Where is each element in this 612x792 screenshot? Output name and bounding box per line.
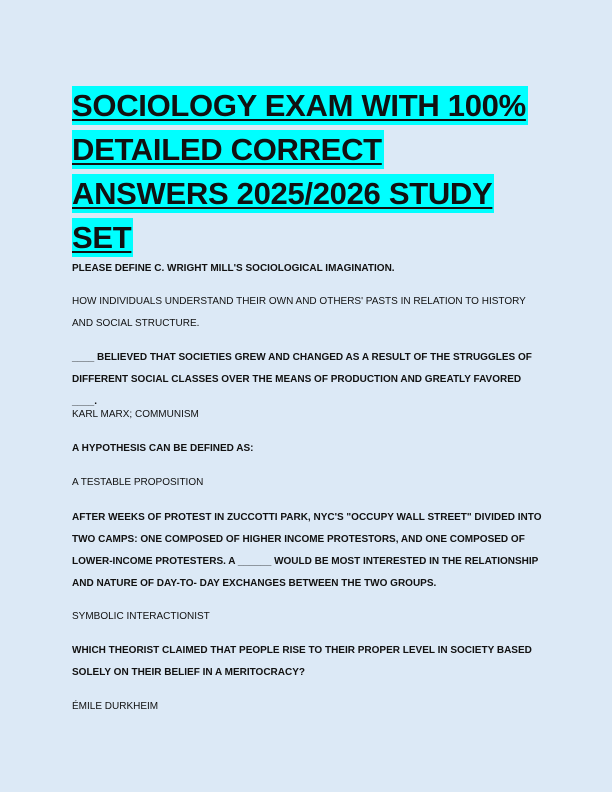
answer-3: A TESTABLE PROPOSITION <box>72 477 204 488</box>
document-title-text: SOCIOLOGY EXAM WITH 100% DETAILED CORRECT ANSWERS 2025/2026 STUDY SET <box>72 88 526 255</box>
answer-5: ÉMILE DURKHEIM <box>72 701 159 712</box>
question-5: WHICH THEORIST CLAIMED THAT PEOPLE RISE TO THEIR PROPER LEVEL IN SOCIETY BASED SOLELY ON THEIR BELIEF IN A MERITOCRACY? <box>72 645 532 678</box>
question-4: AFTER WEEKS OF PROTEST IN ZUCCOTTI PARK, NYC'S "OCCUPY WALL STREET" DIVIDED INTO TWO CAMPS: ONE COMPOSED OF HIGHER INCOME PROTESTORS, AND ONE COMPOSED OF LOWER-INCOME PROTESTERS. A ______ WOULD BE MOST INTERESTED IN THE RELATIONSHIP AND NATURE OF DAY-TO- DAY EXCHANGES BETWEEN THE TWO GROUPS. <box>72 512 542 589</box>
answer-1: HOW INDIVIDUALS UNDERSTAND THEIR OWN AND OTHERS' PASTS IN RELATION TO HISTORY AND SOCIAL STRUCTURE. <box>72 296 526 329</box>
answer-4: SYMBOLIC INTERACTIONIST <box>72 611 210 622</box>
question-3: A HYPOTHESIS CAN BE DEFINED AS: <box>72 443 254 454</box>
question-2: ____ BELIEVED THAT SOCIETIES GREW AND CHANGED AS A RESULT OF THE STRUGGLES OF DIFFERENT SOCIAL CLASSES OVER THE MEANS OF PRODUCTION AND GREATLY FAVORED ____. <box>72 352 532 407</box>
document-title <box>72 84 542 260</box>
question-1: PLEASE DEFINE C. WRIGHT MILL'S SOCIOLOGICAL IMAGINATION. <box>72 263 395 274</box>
answer-2: KARL MARX; COMMUNISM <box>72 409 199 420</box>
